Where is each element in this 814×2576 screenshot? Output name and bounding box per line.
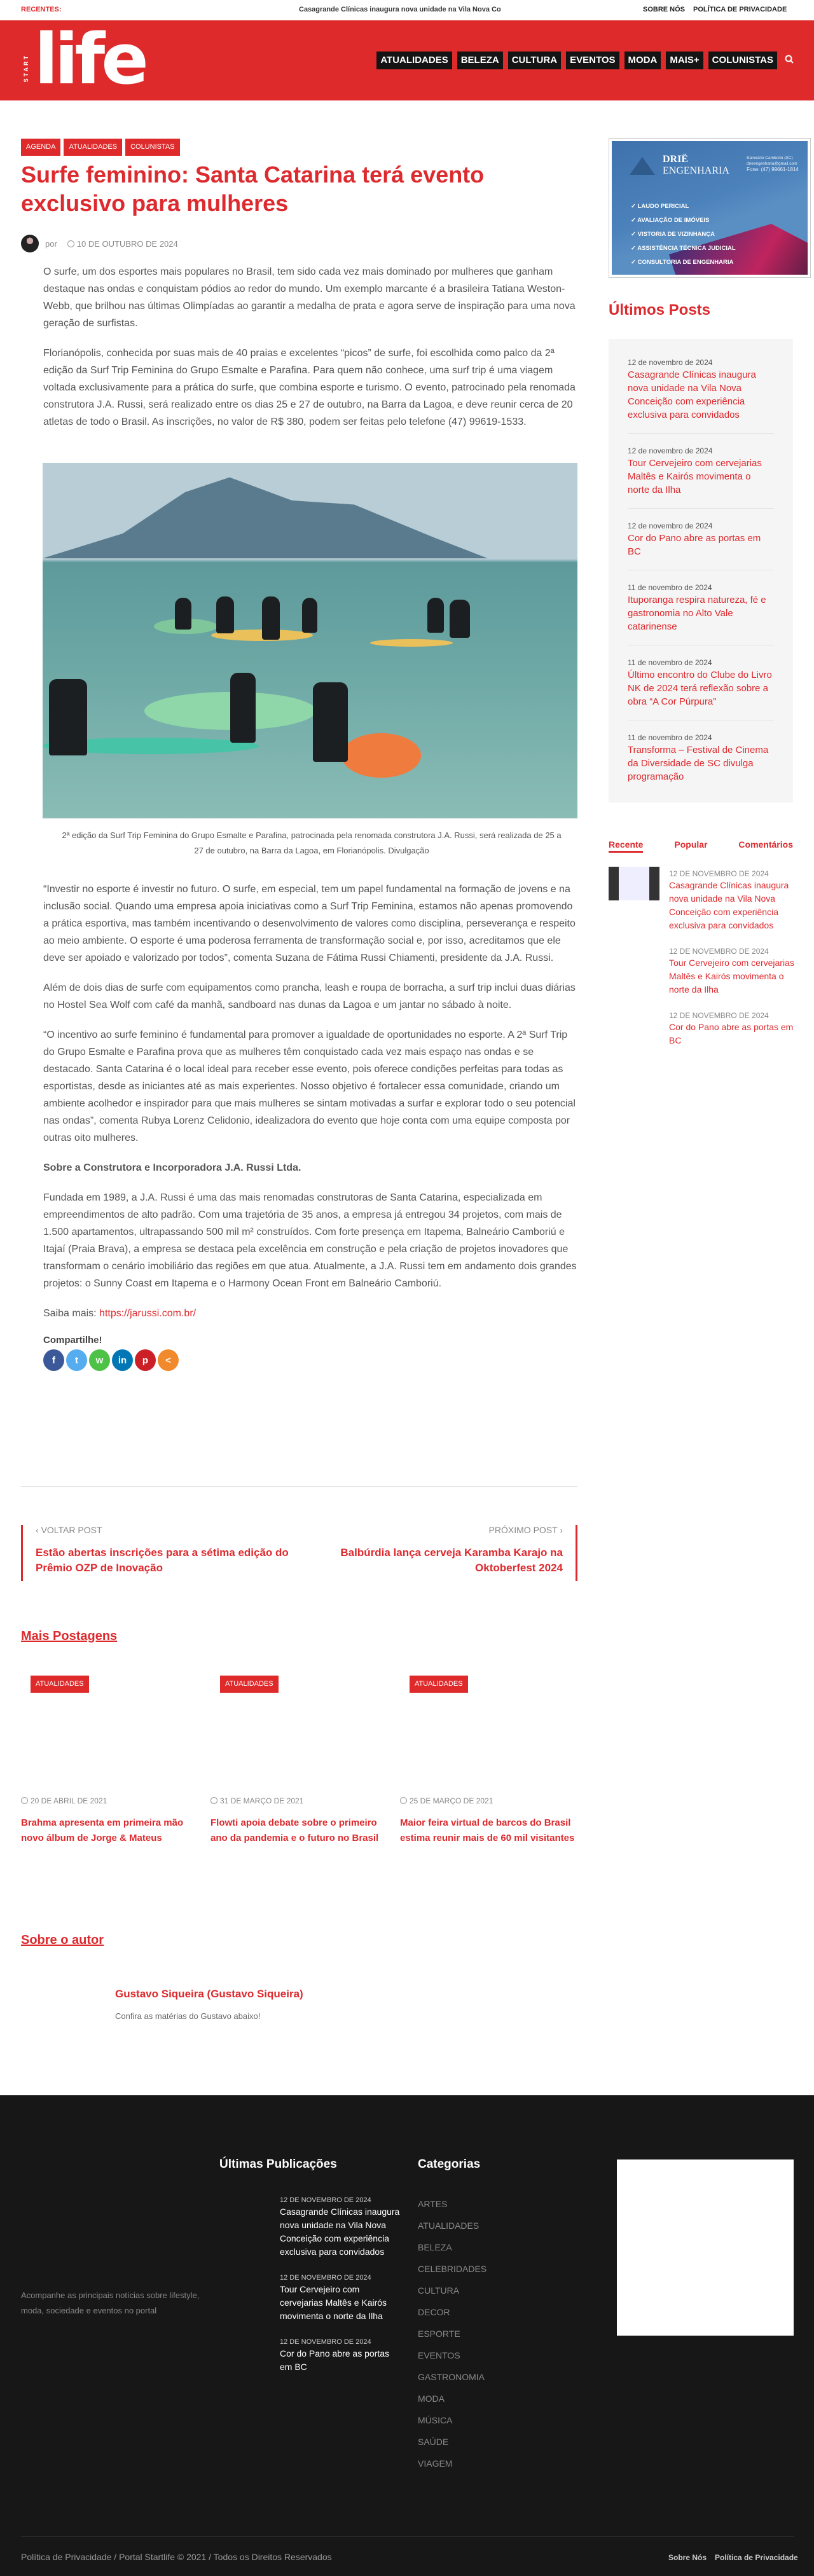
item-title[interactable]: Cor do Pano abre as portas em BC bbox=[280, 2348, 389, 2372]
twitter-icon[interactable]: t bbox=[66, 1349, 87, 1371]
item-date: 12 de novembro de 2024 bbox=[628, 446, 713, 455]
surfer bbox=[450, 600, 470, 638]
item-date: 12 DE NOVEMBRO DE 2024 bbox=[280, 2338, 371, 2346]
card-tag[interactable]: ATUALIDADES bbox=[31, 1676, 89, 1693]
footer-publications-heading: Últimas Publicações bbox=[219, 2158, 337, 2171]
tag-colunistas[interactable]: COLUNISTAS bbox=[125, 139, 179, 156]
tab-comentarios[interactable]: Comentários bbox=[738, 839, 793, 850]
category-link[interactable]: VIAGEM bbox=[418, 2458, 453, 2469]
clock-icon bbox=[67, 240, 74, 247]
nav-colunistas[interactable]: COLUNISTAS bbox=[708, 52, 777, 69]
footer-privacy-link[interactable]: Política de Privacidade bbox=[715, 2553, 798, 2562]
section-subheading: Sobre a Construtora e Incorporadora J.A. Russi Ltda. bbox=[43, 1162, 301, 1173]
main-nav bbox=[376, 52, 794, 69]
logo-small: START bbox=[23, 54, 29, 83]
category-link[interactable]: ESPORTE bbox=[418, 2329, 460, 2339]
nav-cultura[interactable]: CULTURA bbox=[508, 52, 561, 69]
byline: por bbox=[45, 238, 57, 249]
ad-services bbox=[631, 200, 736, 270]
publish-date: 10 DE OUTUBRO DE 2024 bbox=[76, 238, 178, 249]
item-date: 11 de novembro de 2024 bbox=[628, 733, 712, 742]
author-bio: Confira as matérias do Gustavo abaixo! bbox=[115, 2011, 261, 2021]
footer-publications-list bbox=[280, 2195, 401, 2388]
ad-service: ✓ ASSISTÊNCIA TÉCNICA JUDICIAL bbox=[631, 245, 736, 252]
category-link[interactable]: MODA bbox=[418, 2393, 445, 2404]
mountain-shape bbox=[43, 476, 488, 558]
clock-icon bbox=[400, 1797, 407, 1804]
list-item[interactable] bbox=[280, 2337, 401, 2374]
article-paragraph: Fundada em 1989, a J.A. Russi é uma das mais renomadas construtoras de Santa Catarina, especializada em empreendimentos de alto padrão. Com uma trajetória de 35 anos, a empresa já entregou 34 projetos, com mais de 1.500 apartamentos, ultrapassando 500 mil m² construídos. Com forte presença em Itapema, Balneário Camboriú e Itajaí (Praia Brava), a empresa se destaca pela excelência em construção e pela criação de projetos inovadores que transformam o cenário imobiliário das regiões em que atua. Atualmente, a J.A. Russi tem em andamento dois grandes projetos: o Sunny Coast em Itapema e o Harmony Ocean Front em Balneário Camboriú. bbox=[43, 1192, 577, 1289]
publish-date-wrap bbox=[67, 239, 178, 249]
facebook-icon[interactable]: f bbox=[43, 1349, 64, 1371]
recent-post-thumbnail[interactable] bbox=[609, 867, 659, 900]
linkedin-icon[interactable]: in bbox=[112, 1349, 133, 1371]
next-label-wrap bbox=[304, 1525, 563, 1535]
footer-widget-box bbox=[617, 2159, 794, 2336]
footer-categories-heading: Categorias bbox=[418, 2158, 481, 2171]
ad-contact bbox=[747, 155, 799, 172]
prev-title: Estão abertas inscrições para a sétima edição do Prêmio OZP de Inovação bbox=[36, 1546, 289, 1574]
article-title: Surfe feminino: Santa Catarina terá evento exclusivo para mulheres bbox=[21, 162, 485, 216]
latest-posts-heading: Últimos Posts bbox=[609, 301, 711, 319]
ad-contact-line: drieengenharia@gmail.com bbox=[747, 162, 797, 166]
list-item[interactable] bbox=[628, 520, 774, 570]
whatsapp-icon[interactable]: w bbox=[89, 1349, 110, 1371]
more-posts-heading: Mais Postagens bbox=[21, 1629, 118, 1643]
item-date: 12 DE NOVEMBRO DE 2024 bbox=[280, 2274, 371, 2282]
card-date-text: 25 DE MARÇO DE 2021 bbox=[410, 1796, 493, 1805]
surfer bbox=[230, 673, 256, 743]
nav-moda[interactable]: MODA bbox=[624, 52, 661, 69]
logo-word: life bbox=[34, 18, 145, 100]
author-name[interactable]: Gustavo Siqueira (Gustavo Siqueira) bbox=[115, 1988, 303, 2000]
site-footer bbox=[0, 2095, 814, 2576]
card-date bbox=[21, 1796, 107, 1805]
tag-atualidades[interactable]: ATUALIDADES bbox=[64, 139, 122, 156]
divider bbox=[21, 1486, 577, 1487]
item-title[interactable]: Tour Cervejeiro com cervejarias Maltês e Kairós movimenta o norte da Ilha bbox=[669, 958, 794, 995]
chevron-right-icon: › bbox=[557, 1525, 563, 1535]
item-date: 12 de novembro de 2024 bbox=[628, 358, 713, 367]
list-item[interactable] bbox=[280, 2195, 401, 2259]
read-more-link[interactable]: https://jarussi.com.br/ bbox=[99, 1308, 197, 1319]
surfer bbox=[216, 596, 234, 633]
surfer bbox=[262, 596, 280, 640]
post-card[interactable] bbox=[400, 1676, 575, 1843]
surfer bbox=[313, 682, 348, 762]
clock-icon bbox=[210, 1797, 217, 1804]
item-title[interactable]: Tour Cervejeiro com cervejarias Maltês e Kairós movimenta o norte da Ilha bbox=[628, 458, 762, 495]
prev-label-wrap bbox=[36, 1525, 294, 1535]
recent-posts-list bbox=[669, 869, 796, 1061]
pinterest-icon[interactable]: p bbox=[135, 1349, 156, 1371]
card-tag[interactable]: ATUALIDADES bbox=[220, 1676, 279, 1693]
share-label: Compartilhe! bbox=[43, 1335, 102, 1346]
article-intro bbox=[43, 263, 581, 443]
category-link[interactable]: CELEBRIDADES bbox=[418, 2264, 487, 2274]
category-link[interactable]: SAÚDE bbox=[418, 2437, 449, 2447]
next-title: Balbúrdia lança cerveja Karamba Karajo na Oktoberfest 2024 bbox=[340, 1546, 563, 1574]
article-tags bbox=[21, 139, 180, 156]
list-item[interactable] bbox=[628, 657, 774, 720]
surfer bbox=[427, 598, 444, 633]
list-item[interactable] bbox=[669, 1010, 796, 1047]
item-date: 12 DE NOVEMBRO DE 2024 bbox=[669, 1011, 769, 1020]
item-date: 11 de novembro de 2024 bbox=[628, 583, 712, 592]
ad-service: ✓ LAUDO PERICIAL bbox=[631, 203, 689, 210]
surfer bbox=[49, 679, 87, 755]
share-icon[interactable]: < bbox=[158, 1349, 179, 1371]
search-icon[interactable] bbox=[785, 55, 794, 67]
prev-label: VOLTAR POST bbox=[41, 1525, 102, 1535]
item-date: 12 DE NOVEMBRO DE 2024 bbox=[280, 2196, 371, 2204]
ad-brand-sub: ENGENHARIA bbox=[663, 165, 729, 176]
share-buttons bbox=[43, 1349, 581, 1371]
ad-service: ✓ VISTORIA DE VIZINHANÇA bbox=[631, 231, 715, 238]
article-photo bbox=[43, 463, 577, 818]
article-paragraph: “Investir no esporte é investir no futuro. O surfe, em especial, tem um papel fundamental na formação de jovens e na inclusão social. Quando uma empresa apoia iniciativas como a Surf Trip Feminina, estamos não apenas promovendo a prática esportiva, mas também incentivando o desenvolvimento de valores como disciplina, perseverança e respeito ao meio ambiente. O esporte é uma poderosa ferramenta de transformação social e, por isso, acreditamos que ele deve ser apoiado e valorizado por todos”, comenta Suzana de Fátima Russi Chiamenti, presidente da J.A. Russi. bbox=[43, 884, 576, 963]
card-title[interactable]: Flowti apoia debate sobre o primeiro ano da pandemia e o futuro no Brasil bbox=[210, 1817, 379, 1843]
category-link[interactable]: CULTURA bbox=[418, 2285, 460, 2296]
sidebar-ad-banner[interactable] bbox=[609, 138, 811, 278]
card-date-text: 20 DE ABRIL DE 2021 bbox=[31, 1796, 107, 1805]
site-header bbox=[0, 20, 814, 100]
surfer bbox=[302, 598, 317, 633]
next-label: PRÓXIMO POST bbox=[488, 1525, 558, 1535]
item-date: 12 DE NOVEMBRO DE 2024 bbox=[669, 947, 769, 956]
item-title[interactable]: Ituporanga respira natureza, fé e gastronomia no Alto Vale catarinense bbox=[628, 595, 766, 632]
tab-recente[interactable]: Recente bbox=[609, 839, 643, 853]
list-item[interactable] bbox=[628, 357, 774, 434]
clock-icon bbox=[21, 1797, 28, 1804]
item-date: 11 de novembro de 2024 bbox=[628, 658, 712, 667]
nav-beleza[interactable]: BELEZA bbox=[457, 52, 503, 69]
tag-agenda[interactable]: AGENDA bbox=[21, 139, 60, 156]
ad-brand bbox=[663, 154, 729, 177]
list-item[interactable] bbox=[628, 445, 774, 509]
article-meta bbox=[21, 235, 178, 252]
item-title[interactable]: Tour Cervejeiro com cervejarias Maltês e Kairós movimenta o norte da Ilha bbox=[280, 2284, 387, 2321]
article-paragraph: Florianópolis, conhecida por suas mais de 40 praias e excelentes “picos” de surfe, foi escolhida como palco da 2ª edição da Surf Trip Feminina do Grupo Esmalte e Parafina. Para quem não conhece, uma surf trip é uma viagem voltada exclusivamente para a prática do surfe, que combina esporte e turismo. O evento, patrocinado pela renomada construtora J.A. Russi, será realizado entre os dias 25 e 27 de outubro, na Barra da Lagoa, e deve reunir cerca de 20 atletas de todo o Brasil. As inscrições, no valor de R$ 380, podem ser feitas pelo telefone (47) 99619-1533. bbox=[43, 348, 576, 427]
item-title[interactable]: Casagrande Clínicas inaugura nova unidade na Vila Nova Conceição com experiência exclusiva para convidados bbox=[628, 369, 756, 420]
article-paragraph: O surfe, um dos esportes mais populares no Brasil, tem sido cada vez mais dominado por mulheres que ganham destaque nas ondas e conquistam pódios ao redor do mundo. Um exemplo marcante é a brasileira Tatiana Weston-Webb, que brilhou nas últimas Olimpíadas ao garantir a medalha de prata e agora serve de inspiração para uma nova geração de surfistas. bbox=[43, 266, 576, 329]
chevron-left-icon: ‹ bbox=[36, 1525, 41, 1535]
surfboard bbox=[341, 733, 421, 778]
previous-post-link[interactable] bbox=[21, 1525, 294, 1581]
card-title[interactable]: Brahma apresenta em primeira mão novo álbum de Jorge & Mateus bbox=[21, 1817, 184, 1843]
author-avatar[interactable] bbox=[21, 235, 39, 252]
card-date bbox=[210, 1796, 303, 1805]
list-item[interactable] bbox=[669, 946, 796, 996]
ad-contact-line: Fone: (47) 99661-1814 bbox=[747, 167, 799, 172]
category-link[interactable]: ATUALIDADES bbox=[418, 2221, 479, 2231]
post-card[interactable] bbox=[210, 1676, 385, 1843]
item-title[interactable]: Cor do Pano abre as portas em BC bbox=[628, 533, 761, 557]
footer-about: Acompanhe as principais notícias sobre lifestyle, moda, sociedade e eventos no portal bbox=[21, 2290, 200, 2315]
ad-logo-triangle-icon bbox=[630, 157, 655, 175]
ad-brand-name: DRIË bbox=[663, 154, 689, 165]
category-link[interactable]: ARTES bbox=[418, 2199, 448, 2209]
tab-popular[interactable]: Popular bbox=[674, 839, 708, 850]
about-author-heading: Sobre o autor bbox=[21, 1933, 104, 1947]
next-post-link[interactable] bbox=[304, 1525, 577, 1581]
item-title[interactable]: Casagrande Clínicas inaugura nova unidade na Vila Nova Conceição com experiência exclusiva para convidados bbox=[280, 2207, 400, 2257]
card-tag[interactable]: ATUALIDADES bbox=[410, 1676, 468, 1693]
privacy-link[interactable]: POLÍTICA DE PRIVACIDADE bbox=[693, 6, 787, 13]
category-link[interactable]: GASTRONOMIA bbox=[418, 2372, 485, 2382]
card-date bbox=[400, 1796, 493, 1805]
sidebar-tabs bbox=[609, 839, 793, 853]
category-link[interactable]: MÚSICA bbox=[418, 2415, 453, 2425]
nav-eventos[interactable]: EVENTOS bbox=[566, 52, 619, 69]
item-title[interactable]: Último encontro do Clube do Livro NK de 2024 terá reflexão sobre a obra “A Cor Púrpura” bbox=[628, 670, 772, 707]
photo-caption: 2ª edição da Surf Trip Feminina do Grupo Esmalte e Parafina, patrocinada pela renomada construtora J.A. Russi, será realizada de 25 a 27 de outubro, na Barra da Lagoa, em Florianópolis. Divulgação bbox=[62, 830, 562, 855]
item-title[interactable]: Transforma – Festival de Cinema da Diversidade de SC divulga programação bbox=[628, 745, 769, 782]
site-logo[interactable] bbox=[23, 18, 160, 100]
latest-posts-list bbox=[609, 339, 793, 802]
read-more bbox=[43, 1305, 581, 1322]
category-link[interactable]: BELEZA bbox=[418, 2242, 452, 2252]
nav-mais[interactable]: MAIS+ bbox=[666, 52, 703, 69]
item-title[interactable]: Cor do Pano abre as portas em BC bbox=[669, 1022, 794, 1045]
article-paragraph: “O incentivo ao surfe feminino é fundamental para promover a igualdade de oportunidades no esporte. A 2ª Surf Trip do Grupo Esmalte e Parafina prova que as mulheres têm conquistado cada vez mais espaço nas ondas e se destacado. Santa Catarina é o local ideal para receber esse evento, pois oferece condições perfeitas para todas as esportistas, desde as iniciantes até as mais experientes. Nosso objetivo é fortalecer essa comunidade, criando um ambiente acolhedor e inspirador para que mais mulheres se sintam motivadas a surfar e explorar todo o seu potencial nas ondas”, comenta Rubya Lorenz Celidonio, idealizadora do evento que hoje conta com uma equipe composta por outras oito mulheres. bbox=[43, 1030, 576, 1143]
surfer bbox=[175, 598, 191, 630]
category-link[interactable]: DECOR bbox=[418, 2307, 450, 2317]
item-date: 12 de novembro de 2024 bbox=[628, 521, 713, 530]
ad-image bbox=[612, 141, 808, 275]
divider bbox=[21, 2536, 794, 2537]
copyright: Política de Privacidade / Portal Startlife © 2021 / Todos os Direitos Reservados bbox=[21, 2552, 332, 2562]
list-item[interactable] bbox=[669, 869, 796, 932]
ad-service: ✓ AVALIAÇÃO DE IMÓVEIS bbox=[631, 217, 710, 224]
article-body bbox=[43, 881, 581, 1371]
item-title[interactable]: Casagrande Clínicas inaugura nova unidade na Vila Nova Conceição com experiência exclusiva para convidados bbox=[669, 880, 789, 930]
footer-about-link[interactable]: Sobre Nós bbox=[668, 2553, 707, 2562]
nav-atualidades[interactable]: ATUALIDADES bbox=[376, 52, 452, 69]
news-ticker-link[interactable]: Casagrande Clínicas inaugura nova unidade na Vila Nova Co bbox=[299, 6, 501, 13]
ad-service: ✓ CONSULTORIA DE ENGENHARIA bbox=[631, 259, 734, 266]
about-link[interactable]: SOBRE NÓS bbox=[643, 6, 686, 13]
item-date: 12 DE NOVEMBRO DE 2024 bbox=[669, 869, 769, 878]
list-item[interactable] bbox=[628, 582, 774, 645]
recent-label: RECENTES: bbox=[21, 6, 62, 13]
list-item[interactable] bbox=[628, 732, 774, 795]
read-more-label: Saiba mais: bbox=[43, 1308, 97, 1319]
surfboard bbox=[370, 639, 453, 647]
ad-contact-line: Balneário Camboriú (SC) bbox=[747, 156, 793, 160]
post-card[interactable] bbox=[21, 1676, 196, 1843]
article-paragraph: Além de dois dias de surfe com equipamentos como prancha, leash e roupa de borracha, a surf trip inclui duas diárias no Hostel Sea Wolf com café da manhã, sandboard nas dunas da Lagoa e um jantar no sábado à noite. bbox=[43, 982, 576, 1010]
card-date-text: 31 DE MARÇO DE 2021 bbox=[220, 1796, 304, 1805]
card-title[interactable]: Maior feira virtual de barcos do Brasil estima reunir mais de 60 mil visitantes bbox=[400, 1817, 575, 1843]
list-item[interactable] bbox=[280, 2273, 401, 2323]
category-link[interactable]: EVENTOS bbox=[418, 2350, 460, 2360]
